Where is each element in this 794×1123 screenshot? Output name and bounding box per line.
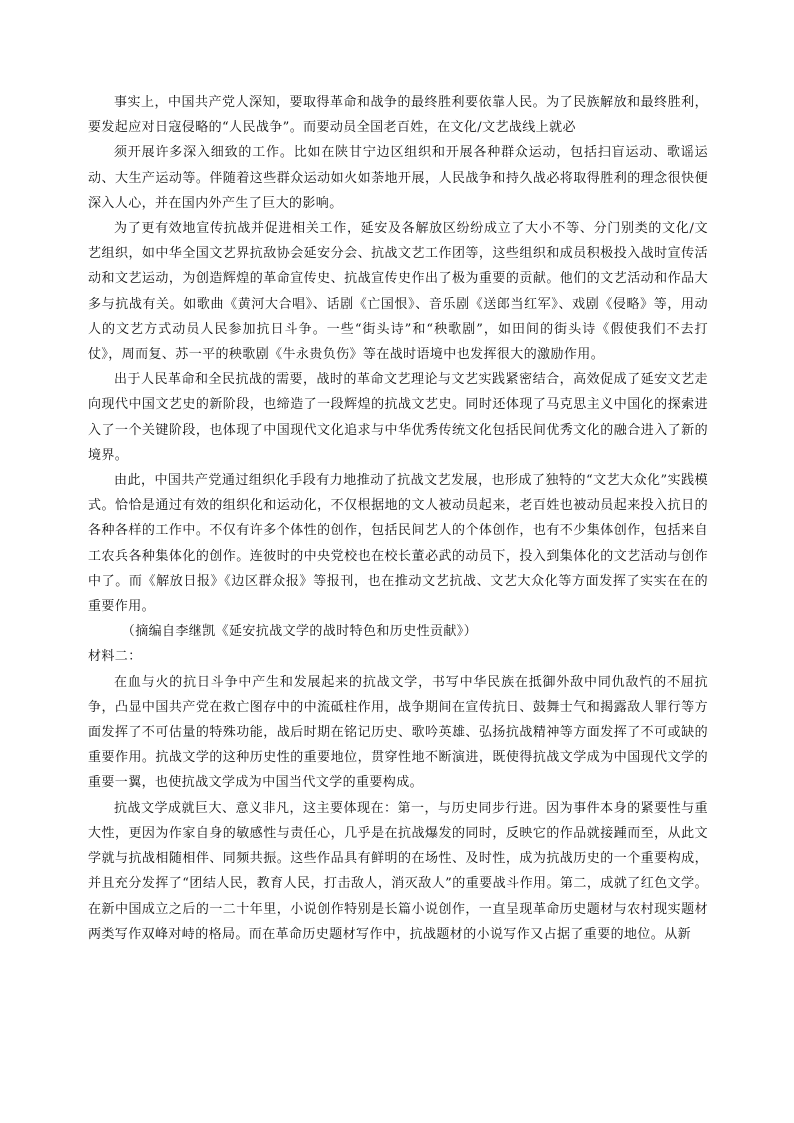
paragraph-6: 在血与火的抗日斗争中产生和发展起来的抗战文学，书写中华民族在抵御外敌中同仇敌忾的不屈抗争，凸显中国共产党在救亡图存中的中流砥柱作用，战争期间在宣传抗日、鼓舞士气和揭露敌人罪行等方面发挥了不可估量的特殊功能，战后时期在铭记历史、歌吟英雄、弘扬抗战精神等方面发挥了不可或缺的重要作用。抗战文学的这种历史性的重要地位，贯穿性地不断演进，既使得抗战文学成为中国现代文学的重要一翼，也使抗战文学成为中国当代文学的重要构成。 — [88, 674, 708, 791]
paragraph-3: 为了更有效地宣传抗战并促进相关工作，延安及各解放区纷纷成立了大小不等、分门别类的文化/文艺组织，如中华全国文艺界抗敌协会延安分会、抗战文艺工作团等，这些组织和成员积极投入战时宣传活动和文艺运动，为创造辉煌的革命宣传史、抗战宣传史作出了极为重要的贡献。他们的文艺活动和作品大多与抗战有关。如歌曲《黄河大合唱》、话剧《亡国恨》、音乐剧《送郎当红军》、戏剧《侵略》等，用动人的文艺方式动员人民参加抗日斗争。一些“街头诗”和“秧歌剧”，如田间的街头诗《假使我们不去打仗》，周而复、苏一平的秧歌剧《牛永贵负伤》等在战时语境中也发挥很大的激励作用。 — [88, 221, 708, 363]
source-note: （摘编自李继凯《延安抗战文学的战时特色和历史性贡献》） — [121, 624, 478, 640]
material-label: 材料二： — [88, 649, 142, 665]
paragraph-7: 抗战文学成就巨大、意义非凡，这主要体现在：第一，与历史同步行进。因为事件本身的紧要性与重大性，更因为作家自身的敏感性与责任心，几乎是在抗战爆发的同时，反映它的作品就接踵而至，从此文学就与抗战相随相伴、同频共振。这些作品具有鲜明的在场性、及时性，成为抗战历史的一个重要构成，并且充分发挥了“团结人民，教育人民，打击敌人，消灭敌人”的重要战斗作用。第二，成就了红色文学。在新中国成立之后的一二十年里，小说创作特别是长篇小说创作，一直呈现革命历史题材与农村现实题材两类写作双峰对峙的格局。而在革命历史题材写作中，抗战题材的小说写作又占据了重要的地位。从新 — [88, 800, 708, 942]
paragraph-2: 须开展许多深入细致的工作。比如在陕甘宁边区组织和开展各种群众运动，包括扫盲运动、歌谣运动、大生产运动等。伴随着这些群众运动如火如荼地开展，人民战争和持久战必将取得胜利的理念很快便深入人心，并在国内外产生了巨大的影响。 — [88, 145, 708, 211]
paragraph-4: 出于人民革命和全民抗战的需要，战时的革命文艺理论与文艺实践紧密结合，高效促成了延安文艺走向现代中国文艺史的新阶段，也缔造了一段辉煌的抗战文艺史。同时还体现了马克思主义中国化的探索进入了一个关键阶段，也体现了中国现代文化追求与中华优秀传统文化包括民间优秀文化的融合进入了新的境界。 — [88, 372, 708, 463]
document-body — [88, 90, 708, 947]
paragraph-5: 由此，中国共产党通过组织化手段有力地推动了抗战文艺发展，也形成了独特的“文艺大众化”实践模式。恰恰是通过有效的组织化和运动化，不仅根据地的文人被动员起来，老百姓也被动员起来投入抗日的各种各样的工作中。不仅有许多个体性的创作，包括民间艺人的个体创作，也有不少集体创作，包括来自工农兵各种集体化的创作。连彼时的中央党校也在校长董必武的动员下，投入到集体化的文艺活动与创作中了。而《解放日报》《边区群众报》等报刊，也在推动文艺抗战、文艺大众化等方面发挥了实实在在的重要作用。 — [88, 473, 708, 615]
paragraph-1: 事实上，中国共产党人深知，要取得革命和战争的最终胜利要依靠人民。为了民族解放和最终胜利，要发起应对日寇侵略的“人民战争”。而要动员全国老百姓，在文化/文艺战线上就必 — [88, 95, 708, 136]
